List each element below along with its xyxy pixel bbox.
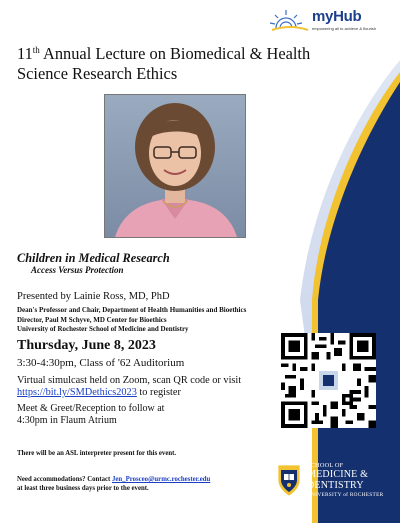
virtual-suffix: to register — [136, 387, 181, 398]
lecture-subtitle: Access Versus Protection — [31, 265, 124, 275]
reception-info — [17, 403, 164, 427]
school-line-1: SCHOOL OF — [307, 462, 344, 469]
credential-line: Dean's Professor and Chair, Department of Health Humanities and Bioethics — [17, 306, 247, 314]
presenter-line: Presented by Lainie Ross, MD, PhD — [17, 291, 170, 302]
event-title — [17, 40, 347, 84]
accommodations-note — [17, 475, 210, 493]
accommodations-line-2: at least three business days prior to the event. — [17, 485, 149, 492]
event-date: Thursday, June 8, 2023 — [17, 338, 156, 353]
crest-icon — [276, 462, 302, 498]
credential-line: University of Rochester School of Medicine and Dentistry — [17, 325, 189, 333]
virtual-text: Virtual simulcast held on Zoom, scan QR code or visit — [17, 375, 242, 386]
school-line-3: DENTISTRY — [307, 480, 364, 491]
contact-email-link[interactable]: Jen_Prosceo@urmc.rochester.edu — [111, 476, 211, 483]
myhub-wordmark: myHub — [312, 8, 362, 25]
accommodations-prefix: Need accommodations? Contact — [17, 476, 112, 483]
speaker-photo — [104, 94, 246, 238]
asl-note: There will be an ASL interpreter present for this event. — [17, 450, 177, 457]
reception-line-2: 4:30pm in Flaum Atrium — [17, 415, 117, 426]
sun-icon — [268, 6, 312, 34]
myhub-tagline: empowering all to achieve & flourish — [312, 26, 377, 31]
accommodations-line-1 — [17, 475, 210, 484]
title-ordinal-suffix: th — [32, 45, 40, 55]
title-text: Annual Lecture on Biomedical & Health Science Research Ethics — [17, 44, 311, 83]
school-line-2: MEDICINE & — [307, 469, 369, 480]
lecture-title: Children in Medical Research — [17, 251, 170, 265]
myhub-logo — [268, 6, 390, 34]
credential-line: Director, Paul M Schyve, MD Center for Bioethics — [17, 315, 167, 324]
title-ordinal-number: 11 — [17, 44, 33, 63]
reception-line-1: Meet & Greet/Reception to follow at — [17, 403, 165, 414]
event-time-location: 3:30-4:30pm, Class of '62 Auditorium — [17, 357, 185, 369]
speaker-credentials — [17, 306, 246, 335]
school-line-4: UNIVERSITY of ROCHESTER — [307, 492, 384, 498]
registration-qr-code[interactable] — [281, 333, 376, 428]
school-logo — [276, 462, 394, 502]
virtual-info — [17, 375, 272, 399]
registration-link[interactable]: https://bit.ly/SMDethics2023 — [17, 387, 137, 398]
